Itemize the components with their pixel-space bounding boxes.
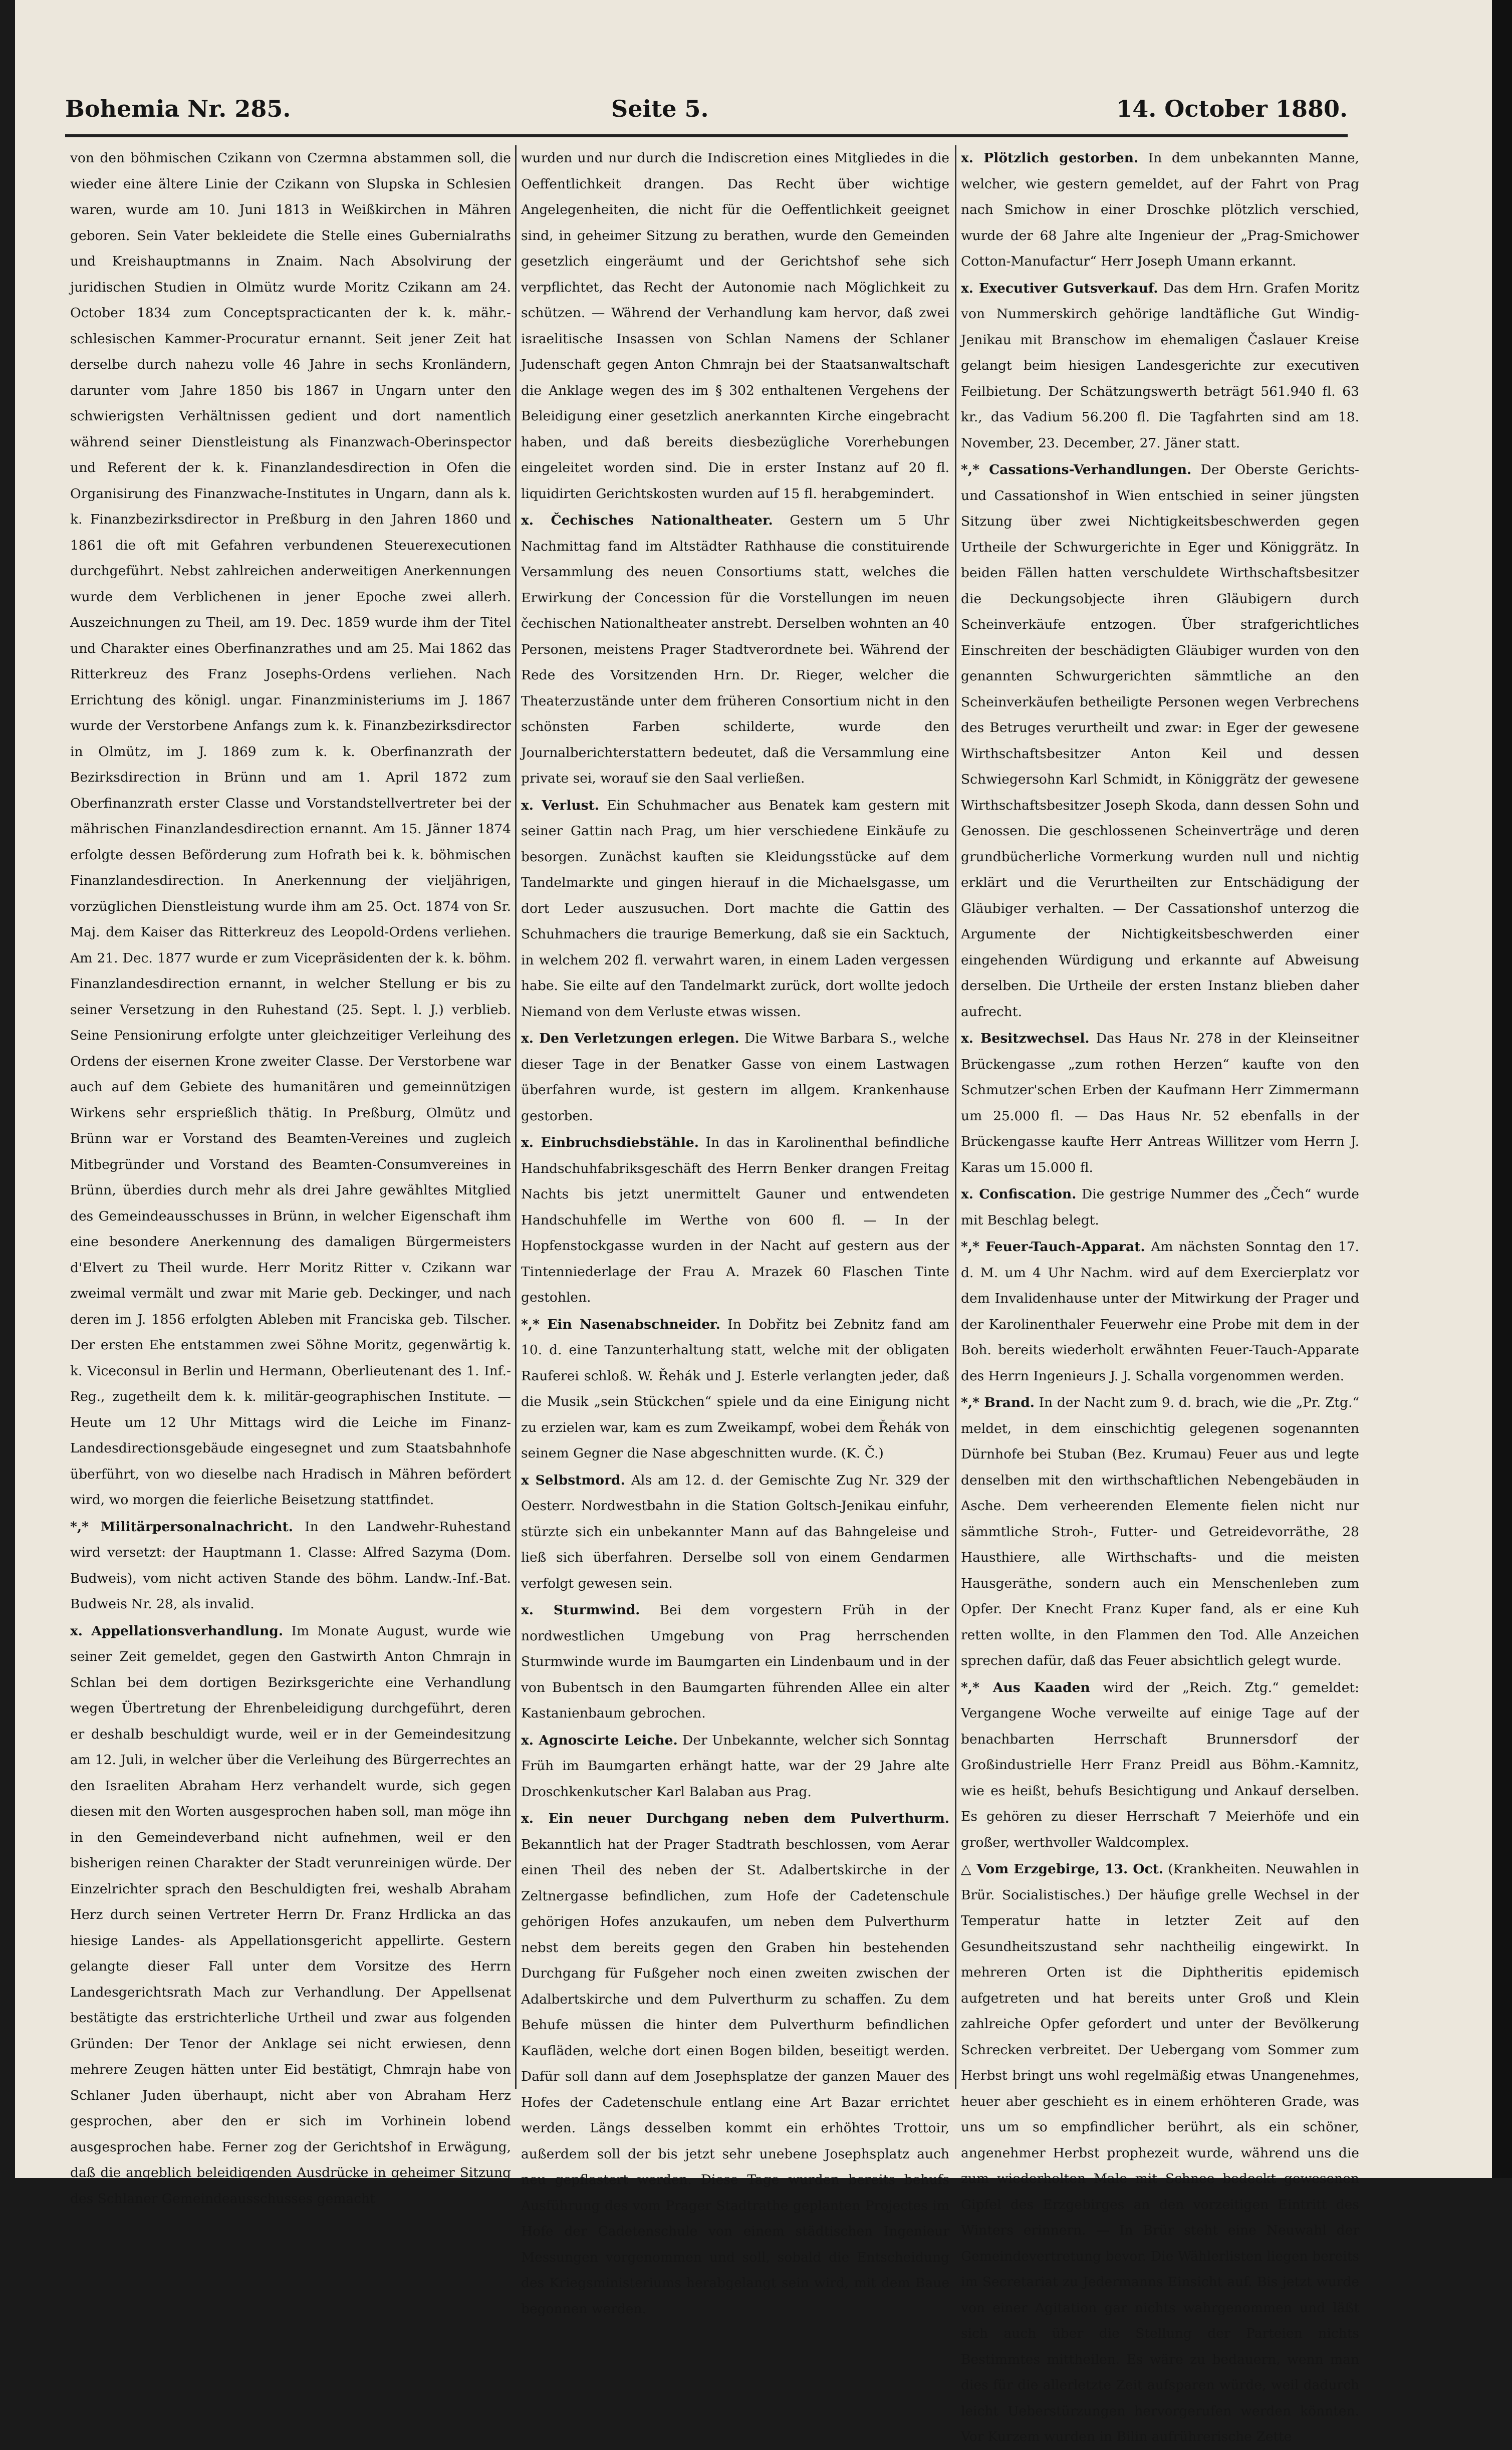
- column-divider: [515, 145, 517, 2089]
- article: [521, 1597, 949, 1727]
- column-1: [70, 145, 511, 2207]
- article-heading: x. Ein neuer Durchgang neben dem Pulverthurm.: [521, 1811, 949, 1826]
- article: [961, 1026, 1359, 1180]
- article-heading: x. Besitzwechsel.: [961, 1031, 1090, 1046]
- article: [521, 1312, 949, 1466]
- article-text: Bei dem vorgestern Früh in der nordwestlichen Umgebung von Prag herrschenden Sturmwinde wurde im Baumgarten ein Lindenbaum und in der von Bubentsch in den Baumgarten führenden Allee ein alter Kastanienbaum gebrochen.: [521, 1602, 949, 1721]
- article: [961, 276, 1359, 456]
- header-rule: [65, 134, 1348, 137]
- article-text: Die Witwe Barbara S., welche dieser Tage in der Benatker Gasse von einem Lastwagen überfahren wurde, ist gestern im allgem. Krankenhause gestorben.: [521, 1031, 949, 1124]
- article-text: von den böhmischen Czikann von Czermna abstammen soll, die wieder eine ältere Linie der Czikann von Slupska in Schlesien waren, wurde am 10. Juni 1813 in Weißkirchen in Mähren geboren. Sein Vater bekleidete die Stelle eines Gubernialraths und Kreishauptmanns in Znaim. Nach Absolvirung der juridischen Studien in Olmütz wurde Moritz Czikann am 24. October 1834 zum Conceptspracticanten der k. k. mähr.-schlesischen Kammer-Procuratur ernannt. Seit jener Zeit hat derselbe durch nahezu volle 46 Jahre in sechs Kronländern, darunter vom Jahre 1850 bis 1867 in Ungarn unter den schwierigsten Verhältnissen gedient und dort namentlich während seiner Dienstleistung als Finanzwach-Oberinspector und Referent der k. k. Finanzlandesdirection in Ofen die Organisirung des Finanzwache-Institutes in Ungarn, dann als k. k. Finanzbezirksdirector in Preßburg in den Jahren 1860 und 1861 die oft mit Gefahren verbundenen Steuerexecutionen durchgeführt. Nebst zahlreichen anderweitigen Anerkennungen wurde dem Verblichenen in jener Epoche zwei allerh. Auszeichnungen zu Theil, am 19. Dec. 1859 wurde ihm der Titel und Charakter eines Oberfinanzrathes und am 25. Mai 1862 das Ritterkreuz des Franz Josephs-Ordens verliehen. Nach Errichtung des königl. ungar. Finanzministeriums im J. 1867 wurde der Verstorbene Anfangs zum k. k. Finanzbezirksdirector in Olmütz, im J. 1869 zum k. k. Oberfinanzrath der Bezirksdirection in Brünn und am 1. April 1872 zum Oberfinanzrath erster Classe und Vorstandstellvertreter bei der mährischen Finanzlandesdirection ernannt. Am 15. Jänner 1874 erfolgte dessen Beförderung zum Hofrath bei k. k. böhmischen Finanzlandesdirection. In Anerkennung der vieljährigen, vorzüglichen Dienstleistung wurde ihm am 25. Oct. 1874 von Sr. Maj. dem Kaiser das Ritterkreuz des Leopold-Ordens verliehen. Am 21. Dec. 1877 wurde er zum Vicepräsidenten der k. k. böhm. Finanzlandesdirection ernannt, in welcher Stellung er bis zu seiner Versetzung in den Ruhestand (25. Sept. l. J.) verblieb. Seine Pensionirung erfolgte unter gleichzeitiger Verleihung des Ordens der eisernen Krone zweiter Classe. Der Verstorbene war auch auf dem Gebiete des humanitären und gemeinnützigen Wirkens sehr ersprießlich thätig. In Preßburg, Olmütz und Brünn war er Vorstand des Beamten-Vereines und zugleich Mitbegründer und Vorstand des Beamten-Consumvereines in Brünn, überdies durch mehr als drei Jahre gewähltes Mitglied des Gemeindeausschusses in Brünn, in welcher Eigenschaft ihm eine besondere Anerkennung des damaligen Bürgermeisters d'Elvert zu Theil wurde. Herr Moritz Ritter v. Czikann war zweimal vermält und zwar mit Marie geb. Deckinger, und nach deren im J. 1856 erfolgten Ableben mit Franciska geb. Tilscher. Der ersten Ehe entstammen zwei Söhne Moritz, gegenwärtig k. k. Viceconsul in Berlin und Hermann, Oberlieutenant des 1. Inf.-Reg., zugetheilt dem k. k. militär-geographischen Institute. — Heute um 12 Uhr Mittags wird die Leiche im Finanz-Landesdirectionsgebäude eingesegnet und zum Staatsbahnhofe überführt, von wo dieselbe nach Hradisch in Mähren befördert wird, wo morgen die feierliche Beisetzung stattfindet.: [70, 150, 511, 1508]
- article-text: wurden und nur durch die Indiscretion eines Mitgliedes in die Oeffentlichkeit drangen. Das Recht über wichtige Angelegenheiten, die nicht für die Oeffentlichkeit geeignet sind, in geheimer Sitzung zu berathen, wurde den Gemeinden gesetzlich eingeräumt und der Gerichtshof sehe sich verpflichtet, das Recht der Autonomie nach Möglichkeit zu schützen. — Während der Verhandlung kam hervor, daß zwei israelitische Insassen von Schlan Namens der Schlaner Judenschaft gegen Anton Chmrajn bei der Staatsanwaltschaft die Anklage wegen des im § 302 enthaltenen Vergehens der Beleidigung einer gesetzlich anerkannten Kirche eingebracht haben, und daß bereits diesbezügliche Vorerhebungen eingeleitet worden sind. Die in erster Instanz auf 20 fl. liquidirten Gerichtskosten wurden auf 15 fl. herabgemindert.: [521, 150, 949, 502]
- article-text: In Dobřitz bei Zebnitz fand am 10. d. eine Tanzunterhaltung statt, welche mit der obligaten Rauferei schloß. W. Řehák und J. Esterle verlangten jeder, daß die Musik „sein Stückchen“ spiele und da eine Einigung nicht zu erzielen war, kam es zum Zweikampf, wobei dem Řehák von seinem Gegner die Nase abgeschnitten wurde. (K. Č.): [521, 1316, 949, 1461]
- article-text: In der Nacht zum 9. d. brach, wie die „Pr. Ztg.“ meldet, in dem einschichtig gelegenen sogenannten Dürnhofe bei Stuban (Bez. Krumau) Feuer aus und legte denselben mit den wirthschaftlichen Nebengebäuden in Asche. Dem verheerenden Elemente fielen nicht nur sämmtliche Stroh-, Futter- und Getreidevorräthe, 28 Hausthiere, alle Wirthschafts- und die meisten Hausgeräthe, sondern auch ein Menschenleben zum Opfer. Der Knecht Franz Kuper fand, als er eine Kuh retten wollte, in den Flammen den Tod. Alle Anzeichen sprechen dafür, daß das Feuer absichtlich gelegt wurde.: [961, 1395, 1359, 1668]
- article-text: Am nächsten Sonntag den 17. d. M. um 4 Uhr Nachm. wird auf dem Exercierplatz vor dem Invalidenhause unter der Mitwirkung der Prager und der Karolinenthaler Feuerwehr eine Probe mit dem in der Boh. bereits wiederholt erwähnten Feuer-Tauch-Apparate des Herrn Ingenieurs J. J. Schalla vorgenommen werden.: [961, 1239, 1359, 1384]
- article-heading: x. Sturmwind.: [521, 1602, 640, 1618]
- article-text: Die gestrige Nummer des „Čech“ wurde mit Beschlag belegt.: [961, 1186, 1359, 1228]
- article: [70, 145, 511, 1513]
- article: [521, 1806, 949, 2322]
- article-text: Ein Schuhmacher aus Benatek kam gestern mit seiner Gattin nach Prag, um hier verschiedene Einkäufe zu besorgen. Zunächst kauften sie Kleidungsstücke auf dem Tandelmarkte und gingen hierauf in die Michaelsgasse, um dort Leder auszusuchen. Dort machte die Gattin des Schuhmachers die traurige Bemerkung, daß sie ein Sacktuch, in welchem 202 fl. verwahrt waren, in einem Laden vergessen habe. Sie eilte auf den Tandelmarkt zurück, dort wollte jedoch Niemand von dem Verluste etwas wissen.: [521, 797, 950, 1020]
- article-heading: *,* Aus Kaaden: [961, 1679, 1090, 1695]
- article-heading: x. Verlust.: [521, 797, 599, 813]
- article: [521, 793, 949, 1025]
- article-text: Das dem Hrn. Grafen Moritz von Nummerskirch gehörige landtäfliche Gut Windig-Jenikau mit Branschow im ehemaligen Časlauer Kreise gelangt beim hiesigen Landesgerichte zur executiven Feilbietung. Der Schätzungswerth beträgt 561.940 fl. 63 kr., das Vadium 56.200 fl. Die Tagfahrten sind am 18. November, 23. December, 27. Jäner statt.: [961, 280, 1359, 451]
- page-header: [65, 75, 1348, 130]
- article: [521, 508, 949, 792]
- scan-edge: [1492, 0, 1512, 2178]
- article-heading: *,* Brand.: [961, 1395, 1035, 1410]
- issue-date: 14. October 1880.: [1116, 95, 1348, 122]
- article-heading: x. Einbruchsdiebstähle.: [521, 1135, 699, 1150]
- article-text: In das in Karolinenthal befindliche Handschuhfabriksgeschäft des Herrn Benker drangen Freitag Nachts bis jetzt unermittelt Gauner und entwendeten Handschuhfelle im Werthe von 600 fl. — In der Hopfenstockgasse wurden in der Nacht auf gestern aus der Tintenniederlage der Frau A. Mrazek 60 Flaschen Tinte gestohlen.: [521, 1135, 949, 1305]
- column-divider: [955, 145, 956, 2089]
- article: [961, 1390, 1359, 1674]
- article-text: In den Landwehr-Ruhestand wird versetzt: der Hauptmann 1. Classe: Alfred Sazyma (Dom. Budweis), vom nicht activen Stande des böhm. Landw.-Inf.-Bat. Budweis Nr. 28, als invalid.: [70, 1519, 511, 1612]
- article-heading: *,* Feuer-Tauch-Apparat.: [961, 1239, 1145, 1255]
- column-3: [961, 145, 1360, 2444]
- article: [521, 145, 949, 507]
- article: [521, 1026, 949, 1129]
- article: [961, 1856, 1359, 2450]
- article-heading: x. Confiscation.: [961, 1186, 1077, 1202]
- article-heading: x. Appellationsverhandlung.: [70, 1623, 284, 1639]
- article: [521, 1728, 949, 1805]
- column-2: [521, 145, 950, 2317]
- masthead-issue: Bohemia Nr. 285.: [65, 95, 291, 122]
- article-text: wird der „Reich. Ztg.“ gemeldet: Vergangene Woche verweilte auf einige Tage auf der benachbarten Herrschaft Brunnersdorf der Großindustrielle Herr Franz Preidl aus Böhm.-Kamnitz, wie es heißt, behufs Besichtigung und Ankauf derselben. Es gehören zu dieser Herrschaft 7 Meierhöfe und ein großer, werthvoller Waldcomplex.: [961, 1679, 1360, 1850]
- article: [70, 1514, 511, 1617]
- article-heading: x Selbstmord.: [521, 1472, 625, 1488]
- newspaper-page: [15, 0, 1497, 2444]
- article-text: Gestern um 5 Uhr Nachmittag fand im Altstädter Rathhause die constituirende Versammlung des neuen Consortiums statt, welches die Erwirkung der Concession für die Vorstellungen im neuen čechischen Nationaltheater anstrebt. Derselben wohnten an 40 Personen, meistens Prager Stadtverordnete bei. Während der Rede des Vorsitzenden Hrn. Dr. Rieger, welcher die Theaterzustände unter dem früheren Consortium nicht in den schönsten Farben schilderte, wurde den Journalberichterstattern bedeutet, daß die Versammlung eine private sei, worauf sie den Saal verließen.: [521, 513, 949, 786]
- article-heading: *,* Ein Nasenabschneider.: [521, 1316, 720, 1332]
- article: [961, 1181, 1359, 1233]
- article-heading: △ Vom Erzgebirge, 13. Oct.: [961, 1861, 1164, 1877]
- article-text: Der Oberste Gerichts- und Cassationshof in Wien entschied in seiner jüngsten Sitzung über zwei Nichtigkeitsbeschwerden gegen Urtheile der Schwurgerichte in Eger und Königgrätz. In beiden Fällen hatten verschuldete Wirthschaftsbesitzer die Deckungsobjecte ihren Gläubigern durch Scheinverkäufe entzogen. Über strafgerichtliches Einschreiten der beschädigten Gläubiger wurden von den genannten Schwurgerichten sämmtliche an den Scheinverkäufen betheiligte Personen wegen Verbrechens des Betruges verurtheilt und zwar: in Eger der gewesene Wirthschaftsbesitzer Anton Keil und dessen Schwiegersohn Karl Schmidt, in Königgrätz der gewesene Wirthschaftsbesitzer Joseph Skoda, dann dessen Sohn und Genossen. Die geschlossenen Scheinverträge und deren grundbücherliche Vormerkung wurden null und nichtig erklärt und die Verurtheilten zur Entschädigung der Gläubiger verhalten. — Der Cassationshof unterzog die Argumente der Nichtigkeitsbeschwerden einer eingehenden Würdigung und erkannte auf Abweisung derselben. Die Urtheile der ersten Instanz blieben daher aufrecht.: [961, 462, 1359, 1020]
- article-text: Das Haus Nr. 278 in der Kleinseitner Brückengasse „zum rothen Herzen“ kaufte von den Schmutzer'schen Erben der Kaufmann Herr Zimmermann um 25.000 fl. — Das Haus Nr. 52 ebenfalls in der Brückengasse kaufte Herr Antreas Willitzer vom Herrn J. Karas um 15.000 fl.: [961, 1031, 1359, 1175]
- article-text: Der Unbekannte, welcher sich Sonntag Früh im Baumgarten erhängt hatte, war der 29 Jahre alte Droschkenkutscher Karl Balaban aus Prag.: [521, 1732, 949, 1800]
- article: [961, 1234, 1359, 1389]
- article-heading: x. Executiver Gutsverkauf.: [961, 280, 1158, 296]
- article-text: Bekanntlich hat der Prager Stadtrath beschlossen, vom Aerar einen Theil des neben der St. Adalbertskirche in der Zeltnergasse befindlichen, zum Hofe der Cadetenschule gehörigen Hofes anzukaufen, um neben dem Pulverthurm nebst dem bereits gegen den Graben hin bestehenden Durchgang für Fußgeher noch einen zweiten zwischen der Adalbertskirche und dem Pulverthurm zu schaffen. Zu dem Behufe müssen die hinter dem Pulverthurm befindlichen Kaufläden, welche dort einen Bogen bilden, beseitigt werden. Dafür soll dann auf dem Josephsplatze der ganzen Mauer des Hofes der Cadetenschule entlang eine Art Bazar errichtet werden. Längs desselben kommt ein erhöhtes Trottoir, außerdem soll der bis jetzt sehr unebene Josephsplatz auch neu gepflastert werden. Diese Tage wurden bereits behufs Ausführung des vom Prager Stadtrathe geplanten Projectes im Hofe der Cadetenschule von einem städtischen Ingenieur Messungen vorgenommen und soll, sobald die Entscheidung des Kriegsministeriums herabgelangt sein wird, mit dem Baue begonnen werden.: [521, 1836, 949, 2317]
- article: [961, 457, 1359, 1025]
- article-heading: x. Čechisches Nationaltheater.: [521, 513, 773, 528]
- article-text: In dem unbekannten Manne, welcher, wie gestern gemeldet, auf der Fahrt von Prag nach Smichow in einer Droschke plötzlich verschied, wurde der 68 Jahre alte Ingenieur der „Prag-Smichower Cotton-Manufactur“ Herr Joseph Umann erkannt.: [961, 150, 1359, 269]
- article-heading: *,* Cassations-Verhandlungen.: [961, 462, 1192, 477]
- article-heading: *,* Militärpersonalnachricht.: [70, 1519, 293, 1535]
- article-heading: x. Den Verletzungen erlegen.: [521, 1031, 739, 1046]
- article-text: Im Monate August, wurde wie seiner Zeit gemeldet, gegen den Gastwirth Anton Chmrajn in Schlan bei dem dortigen Bezirksgerichte eine Verhandlung wegen Übertretung der Ehrenbeleidigung durchgeführt, deren er deshalb beschuldigt wurde, weil er in der Gemeindesitzung am 12. Juli, in welcher über die Verleihung des Bürgerrechtes an den Israeliten Abraham Herz verhandelt wurde, sich gegen diesen mit den Worten ausgesprochen haben soll, man möge ihn in den Gemeindeverband nicht aufnehmen, weil er den bisherigen reinen Charakter der Stadt verunreinigen würde. Der Einzelrichter sprach den Beschuldigten frei, weshalb Abraham Herz durch seinen Vertreter Herrn Dr. Franz Hrdlicka an das hiesige Landes- als Appellationsgericht appellirte. Gestern gelangte dieser Fall unter dem Vorsitze des Herrn Landesgerichtsrath Mach zur Verhandlung. Der Appellsenat bestätigte das erstrichterliche Urtheil und zwar aus folgenden Gründen: Der Tenor der Anklage sei nicht erwiesen, denn mehrere Zeugen hätten unter Eid bestätigt, Chmrajn habe von Schlaner Juden überhaupt, nicht aber von Abraham Herz gesprochen, aber den er sich im Vorhinein lobend ausgesprochen habe. Ferner zog der Gerichtshof in Erwägung, daß die angeblich beleidigenden Ausdrücke in geheimer Sitzung des Schlaner Gemeindeausschusses gemacht: [70, 1623, 511, 2207]
- page-number: Seite 5.: [611, 95, 709, 122]
- article-text: (Krankheiten. Neuwahlen in Brür. Socialistisches.) Der häufige grelle Wechsel in der Temperatur hatte in letzter Zeit auf den Gesundheitszustand sehr nachtheilig eingewirkt. In mehreren Orten ist die Diphtheritis epidemisch aufgetreten und hat bereits unter Groß und Klein zahlreiche Opfer gefordert und unter der Bevölkerung Schrecken verbreitet. Der Uebergang vom Sommer zum Herbst bringt uns wohl regelmäßig etwas Unangenehmes, heuer aber geschieht es in einem erhöhteren Grade, was uns um so empfindlicher berührt, als ein schöner, angenehmer Herbst prophezeit wurde, während uns die zum wiederholten Male mit Schnee bedeckt gewesenen Gipfel des Erzgebirges an den vorzeitigen Eintritt des Winters erinnern. — In Brür steht eine Neuwahl der Gemeindevertretung bevor. Die Wählerlisten liegen bereits im Secretariat zu Jedermanns Einsicht auf. Bis jetzt wurde von einer Agitation gar nichts wahrgenommen und läßt sich auch über die Stellung der Parteien nichts Bestimmtes mittheilen. Es wäre zu bedauern, wenn man dies für die allerletzte Zeit aufsparen würde, weil dadurch leicht Ueberstürzungen hervorgerufen werden könnten. Vor Kurzem wurden in Bilin aufrührerische Zette: [961, 1861, 1359, 2444]
- article: [961, 145, 1359, 275]
- article: [961, 1675, 1359, 1856]
- article: [70, 1618, 511, 2212]
- article-heading: x. Plötzlich gestorben.: [961, 150, 1139, 166]
- article-heading: x. Agnoscirte Leiche.: [521, 1732, 678, 1748]
- article: [521, 1467, 949, 1597]
- article-text: Als am 12. d. der Gemischte Zug Nr. 329 der Oesterr. Nordwestbahn in die Station Goltsch-Jenikau einfuhr, stürzte sich ein unbekannter Mann auf das Bahngeleise und ließ sich überfahren. Derselbe soll von einem Gendarmen verfolgt gewesen sein.: [521, 1472, 949, 1591]
- article: [521, 1130, 949, 1311]
